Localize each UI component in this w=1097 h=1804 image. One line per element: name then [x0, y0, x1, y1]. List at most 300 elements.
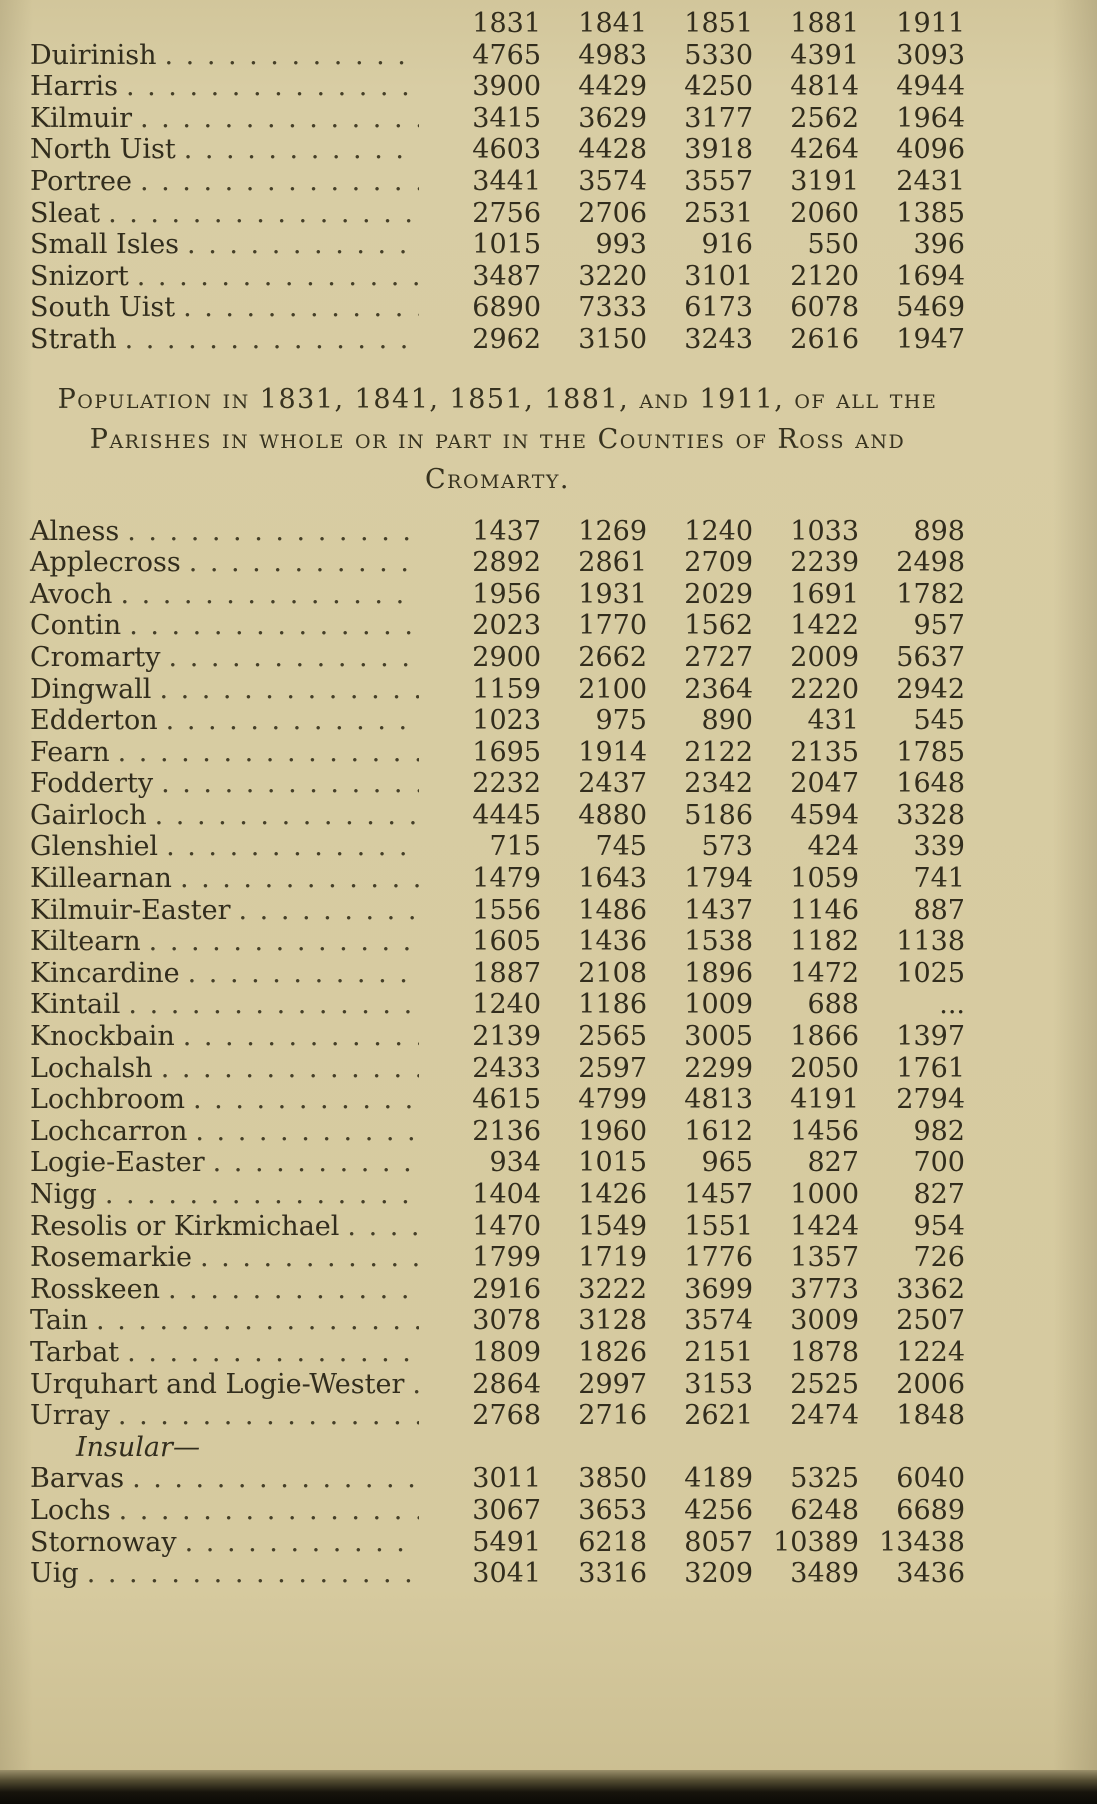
population-value: 2892: [472, 547, 541, 579]
population-value: 1785: [896, 736, 965, 768]
population-value: 2029: [684, 578, 753, 610]
population-value: 1794: [684, 863, 753, 895]
population-value: 2431: [896, 165, 965, 197]
parish-name: Gairloch: [30, 799, 147, 831]
population-value: 5637: [896, 641, 965, 673]
population-value: 4256: [684, 1494, 753, 1526]
population-value: 5186: [684, 799, 753, 831]
population-value: 2727: [684, 641, 753, 673]
leader-dots: [193, 1084, 419, 1115]
population-value: 2009: [790, 641, 859, 673]
leader-dots: [183, 292, 419, 323]
leader-dots: [184, 134, 419, 165]
population-value: 3011: [472, 1463, 541, 1495]
population-value: 1549: [578, 1210, 647, 1242]
population-value: 741: [913, 863, 965, 895]
table-row: [30, 768, 965, 800]
population-value: 916: [701, 229, 753, 261]
parish-name: Urquhart and Logie-Wester: [30, 1368, 405, 1400]
table-row: [30, 198, 965, 230]
population-value: 1479: [472, 863, 541, 895]
population-value: 1694: [896, 260, 965, 292]
population-value: 339: [913, 831, 965, 863]
population-value: 2437: [578, 768, 647, 800]
population-value: 2962: [472, 323, 541, 355]
population-value: 3093: [896, 39, 965, 71]
population-value: 1357: [790, 1242, 859, 1274]
parish-name: Glenshiel: [30, 831, 159, 863]
population-value: 890: [701, 705, 753, 737]
population-value: 2916: [472, 1273, 541, 1305]
population-value: 2597: [578, 1052, 647, 1084]
population-value: 3220: [578, 260, 647, 292]
population-value: 4096: [896, 134, 965, 166]
population-value: 4191: [790, 1084, 859, 1116]
population-value: 2120: [790, 260, 859, 292]
leader-dots: [166, 705, 419, 736]
population-value: 3222: [578, 1273, 647, 1305]
table-row: [30, 958, 965, 990]
table-row: [30, 1463, 965, 1495]
population-value: 2122: [684, 736, 753, 768]
population-value: 1033: [790, 515, 859, 547]
population-value: 3574: [684, 1305, 753, 1337]
population-value: 2139: [472, 1021, 541, 1053]
population-value: 1240: [684, 515, 753, 547]
population-value: 1960: [578, 1115, 647, 1147]
population-value: 982: [913, 1115, 965, 1147]
parish-name: Small Isles: [30, 229, 180, 261]
table-row: [30, 989, 965, 1021]
population-value: 2232: [472, 768, 541, 800]
parish-name: North Uist: [30, 134, 176, 166]
leader-dots: [168, 1274, 419, 1305]
table-row: [30, 642, 965, 674]
leader-dots: [119, 1495, 419, 1526]
leader-dots: [159, 674, 419, 705]
leader-dots: [180, 863, 419, 894]
parish-name: Knockbain: [30, 1021, 175, 1053]
population-value: 934: [489, 1147, 541, 1179]
parish-name: Harris: [30, 71, 118, 103]
table-row: [30, 71, 965, 103]
population-value: 1486: [578, 894, 647, 926]
population-value: 1472: [790, 957, 859, 989]
population-value: 1695: [472, 736, 541, 768]
population-value: 6890: [472, 292, 541, 324]
table-row: [30, 324, 965, 356]
population-value: 1437: [684, 894, 753, 926]
population-value: 2498: [896, 547, 965, 579]
table-row: [30, 705, 965, 737]
population-value: 827: [807, 1147, 859, 1179]
population-value: 1776: [684, 1242, 753, 1274]
leader-dots: [87, 1558, 419, 1589]
leader-dots: [213, 1147, 419, 1178]
parish-name: Kiltearn: [30, 926, 141, 958]
population-value: 1436: [578, 926, 647, 958]
parish-name: Applecross: [30, 547, 181, 579]
population-value: 1424: [790, 1210, 859, 1242]
leader-dots: [140, 103, 419, 134]
population-value: 1866: [790, 1021, 859, 1053]
population-value: 2562: [790, 102, 859, 134]
population-value: 3574: [578, 165, 647, 197]
population-value: 2239: [790, 547, 859, 579]
population-value: 2616: [790, 323, 859, 355]
leader-dots: [140, 166, 419, 197]
population-value: 1914: [578, 736, 647, 768]
table-row: [30, 103, 965, 135]
leader-dots: [118, 1400, 419, 1431]
population-value: 2364: [684, 673, 753, 705]
parish-name: Lochcarron: [30, 1115, 188, 1147]
leader-dots: [127, 1337, 419, 1368]
population-value: 1551: [684, 1210, 753, 1242]
table-row: [30, 800, 965, 832]
population-value: 3191: [790, 165, 859, 197]
population-value: 3041: [472, 1558, 541, 1590]
table-row: [30, 1527, 965, 1559]
population-value: 3900: [472, 71, 541, 103]
parish-name: Kintail: [30, 989, 121, 1021]
population-value: 3629: [578, 102, 647, 134]
population-value: 4391: [790, 39, 859, 71]
population-value: 3328: [896, 799, 965, 831]
population-value: 4429: [578, 71, 647, 103]
leader-dots: [126, 71, 419, 102]
population-value: 4445: [472, 799, 541, 831]
population-value: 4428: [578, 134, 647, 166]
table-row: [30, 516, 965, 548]
population-value: 2525: [790, 1368, 859, 1400]
population-value: 3009: [790, 1305, 859, 1337]
leader-dots: [132, 1463, 419, 1494]
population-value: 5330: [684, 39, 753, 71]
table-row: [30, 1211, 965, 1243]
table-row: [30, 1116, 965, 1148]
parish-name: Logie-Easter: [30, 1147, 205, 1179]
parish-name: Kilmuir: [30, 102, 132, 134]
population-value: 431: [807, 705, 859, 737]
population-value: 4880: [578, 799, 647, 831]
parish-name: Kincardine: [30, 957, 180, 989]
population-table-ross-cromarty: [30, 516, 965, 1590]
leader-dots: [96, 1305, 419, 1336]
population-value: 2006: [896, 1368, 965, 1400]
population-value: 3850: [578, 1463, 647, 1495]
leader-dots: [189, 547, 419, 578]
population-value: 2108: [578, 957, 647, 989]
leader-dots: [105, 1179, 419, 1210]
population-value: 3653: [578, 1494, 647, 1526]
population-value: 2997: [578, 1368, 647, 1400]
population-value: 6248: [790, 1494, 859, 1526]
population-value: 8057: [684, 1526, 753, 1558]
population-value: 2151: [684, 1336, 753, 1368]
leader-dots: [188, 958, 419, 989]
year-column-header: 1851: [684, 8, 753, 39]
leader-dots: [347, 1211, 419, 1242]
leader-dots: [120, 579, 419, 610]
population-value: 1470: [472, 1210, 541, 1242]
leader-dots: [129, 610, 419, 641]
population-value: 2662: [578, 641, 647, 673]
population-value: 1826: [578, 1336, 647, 1368]
parish-name: Portree: [30, 165, 132, 197]
population-value: 1887: [472, 957, 541, 989]
parish-name: Strath: [30, 323, 117, 355]
population-value: 4983: [578, 39, 647, 71]
table-row: [30, 831, 965, 863]
parish-name: Resolis or Kirkmichael: [30, 1210, 340, 1242]
population-value: 2709: [684, 547, 753, 579]
parish-name: Lochbroom: [30, 1084, 185, 1116]
leader-dots: [149, 926, 419, 957]
population-value: 2507: [896, 1305, 965, 1337]
year-header-row: [30, 8, 965, 40]
section-title: [30, 380, 965, 500]
population-value: 3005: [684, 1021, 753, 1053]
population-value: 4603: [472, 134, 541, 166]
leader-dots: [127, 516, 419, 547]
parish-name: Killearnan: [30, 863, 172, 895]
leader-dots: [200, 1242, 419, 1273]
table-row: [30, 863, 965, 895]
population-value: 2900: [472, 641, 541, 673]
population-value: 2100: [578, 673, 647, 705]
population-value: 2060: [790, 197, 859, 229]
population-value: 2342: [684, 768, 753, 800]
leader-dots: [164, 40, 419, 71]
parish-name: Rosskeen: [30, 1273, 161, 1305]
leader-dots: [183, 1021, 419, 1052]
population-value: 3101: [684, 260, 753, 292]
year-column-header: 1881: [790, 8, 859, 39]
leader-dots: [185, 1527, 419, 1558]
leader-dots: [118, 737, 419, 768]
population-value: 745: [595, 831, 647, 863]
population-value: 1397: [896, 1021, 965, 1053]
population-value: 3489: [790, 1558, 859, 1590]
table-row: [30, 292, 965, 324]
population-value: 1240: [472, 989, 541, 1021]
parish-name: Nigg: [30, 1179, 97, 1210]
population-value: 4765: [472, 39, 541, 71]
parish-name: Barvas: [30, 1463, 125, 1495]
population-value: 1556: [472, 894, 541, 926]
population-value: 1426: [578, 1179, 647, 1210]
population-value: 2794: [896, 1084, 965, 1116]
population-value: 1956: [472, 578, 541, 610]
population-value: 975: [595, 705, 647, 737]
population-value: 2864: [472, 1368, 541, 1400]
leader-dots: [187, 229, 419, 260]
parish-name: Lochalsh: [30, 1052, 153, 1084]
population-value: 2299: [684, 1052, 753, 1084]
population-value: 726: [913, 1242, 965, 1274]
table-row: [30, 737, 965, 769]
population-value: 3557: [684, 165, 753, 197]
population-value: 1457: [684, 1179, 753, 1210]
population-value: 13438: [879, 1526, 965, 1558]
parish-name: Dingwall: [30, 673, 152, 705]
population-value: 1848: [896, 1400, 965, 1432]
population-value: 3316: [578, 1558, 647, 1590]
population-value: 1770: [578, 610, 647, 642]
population-value: 424: [807, 831, 859, 863]
parish-name: Duirinish: [30, 39, 157, 71]
table-row: [30, 1179, 965, 1211]
population-value: 4615: [472, 1084, 541, 1116]
table-row: [30, 1021, 965, 1053]
population-value: 396: [913, 229, 965, 261]
table-row: [30, 1400, 965, 1432]
leader-dots: [161, 1053, 419, 1084]
population-value: 3415: [472, 102, 541, 134]
population-value: 6040: [896, 1463, 965, 1495]
leader-dots: [169, 642, 419, 673]
leader-dots: [125, 324, 419, 355]
population-value: 1605: [472, 926, 541, 958]
population-value: 2756: [472, 197, 541, 229]
population-value: 4814: [790, 71, 859, 103]
parish-name: Cromarty: [30, 641, 161, 673]
parish-name: Stornoway: [30, 1526, 177, 1558]
population-value: 2565: [578, 1021, 647, 1053]
population-value: 6078: [790, 292, 859, 324]
population-value: 1964: [896, 102, 965, 134]
parish-name: Sleat: [30, 197, 101, 229]
population-value: 2706: [578, 197, 647, 229]
population-value: 2220: [790, 673, 859, 705]
population-table-upper: [30, 8, 965, 356]
population-value: 6689: [896, 1494, 965, 1526]
population-value: 3436: [896, 1558, 965, 1590]
table-row: [30, 1369, 965, 1401]
population-value: 1224: [896, 1336, 965, 1368]
population-value: 898: [913, 515, 965, 547]
population-value: 3177: [684, 102, 753, 134]
population-value: 2942: [896, 673, 965, 705]
population-value: 3209: [684, 1558, 753, 1590]
table-row: [30, 166, 965, 198]
leader-dots: [108, 198, 419, 229]
population-value: 7333: [578, 292, 647, 324]
parish-name: Uig: [30, 1558, 79, 1590]
parish-name: Rosemarkie: [30, 1242, 192, 1274]
population-value: 1456: [790, 1115, 859, 1147]
population-value: 4944: [896, 71, 965, 103]
table-row: [30, 1242, 965, 1274]
population-value: 1015: [578, 1147, 647, 1179]
leader-dots: [239, 895, 420, 926]
population-value: 1422: [790, 610, 859, 642]
population-value: 1947: [896, 323, 965, 355]
population-value: 4189: [684, 1463, 753, 1495]
parish-name: Fearn: [30, 736, 110, 768]
population-value: 3362: [896, 1273, 965, 1305]
parish-name: Lochs: [30, 1494, 111, 1526]
population-value: 715: [489, 831, 541, 863]
population-value: 1269: [578, 515, 647, 547]
population-value: 6173: [684, 292, 753, 324]
parish-name: Contin: [30, 610, 122, 642]
population-value: 1562: [684, 610, 753, 642]
population-value: 3441: [472, 165, 541, 197]
section-title-line2: Parishes in whole or in part in the Counties of Ross and: [89, 423, 906, 455]
population-value: 2047: [790, 768, 859, 800]
population-value: 4813: [684, 1084, 753, 1116]
population-value: 1896: [684, 957, 753, 989]
population-value: 550: [807, 229, 859, 261]
population-value: 993: [595, 229, 647, 261]
section-title-line3: Cromarty.: [425, 463, 570, 495]
page-bottom-scan-edge: [0, 1770, 1097, 1804]
population-value: 2716: [578, 1400, 647, 1432]
population-value: 1182: [790, 926, 859, 958]
population-value: 1799: [472, 1242, 541, 1274]
parish-name: Alness: [30, 515, 120, 547]
table-row: [30, 40, 965, 72]
population-value: 10389: [773, 1526, 859, 1558]
population-value: 3067: [472, 1494, 541, 1526]
table-row: [30, 1084, 965, 1116]
table-row: [30, 1274, 965, 1306]
section-title-line1: Population in 1831, 1841, 1851, 1881, and 1911, of all the: [57, 383, 938, 415]
population-value: 1538: [684, 926, 753, 958]
table-row: [30, 674, 965, 706]
population-value: 1761: [896, 1052, 965, 1084]
population-value: 3078: [472, 1305, 541, 1337]
subsection-label-text: Insular—: [76, 1431, 200, 1463]
population-value: 2023: [472, 610, 541, 642]
table-row: [30, 547, 965, 579]
population-value: 700: [913, 1147, 965, 1179]
population-value: 957: [913, 610, 965, 642]
population-value: 1138: [896, 926, 965, 958]
year-column-header: 1911: [896, 8, 965, 39]
population-value: 1023: [472, 705, 541, 737]
population-value: 2531: [684, 197, 753, 229]
population-value: 2135: [790, 736, 859, 768]
table-row: [30, 1337, 965, 1369]
population-value: 1059: [790, 863, 859, 895]
population-value: 1648: [896, 768, 965, 800]
population-value: 3243: [684, 323, 753, 355]
population-value: 2768: [472, 1400, 541, 1432]
population-value: 965: [701, 1147, 753, 1179]
population-value: 1691: [790, 578, 859, 610]
population-value: 545: [913, 705, 965, 737]
population-value: ...: [939, 989, 965, 1021]
population-value: 573: [701, 831, 753, 863]
population-value: 1719: [578, 1242, 647, 1274]
parish-name: South Uist: [30, 292, 176, 324]
year-column-header: 1831: [472, 8, 541, 39]
population-value: 1931: [578, 578, 647, 610]
population-value: 1000: [790, 1179, 859, 1210]
parish-name: Tain: [30, 1305, 89, 1337]
population-value: 3487: [472, 260, 541, 292]
table-row: [30, 1147, 965, 1179]
population-value: 1146: [790, 894, 859, 926]
population-value: 1782: [896, 578, 965, 610]
population-value: 4799: [578, 1084, 647, 1116]
parish-name: Tarbat: [30, 1336, 120, 1368]
population-value: 3773: [790, 1273, 859, 1305]
population-value: 1437: [472, 515, 541, 547]
